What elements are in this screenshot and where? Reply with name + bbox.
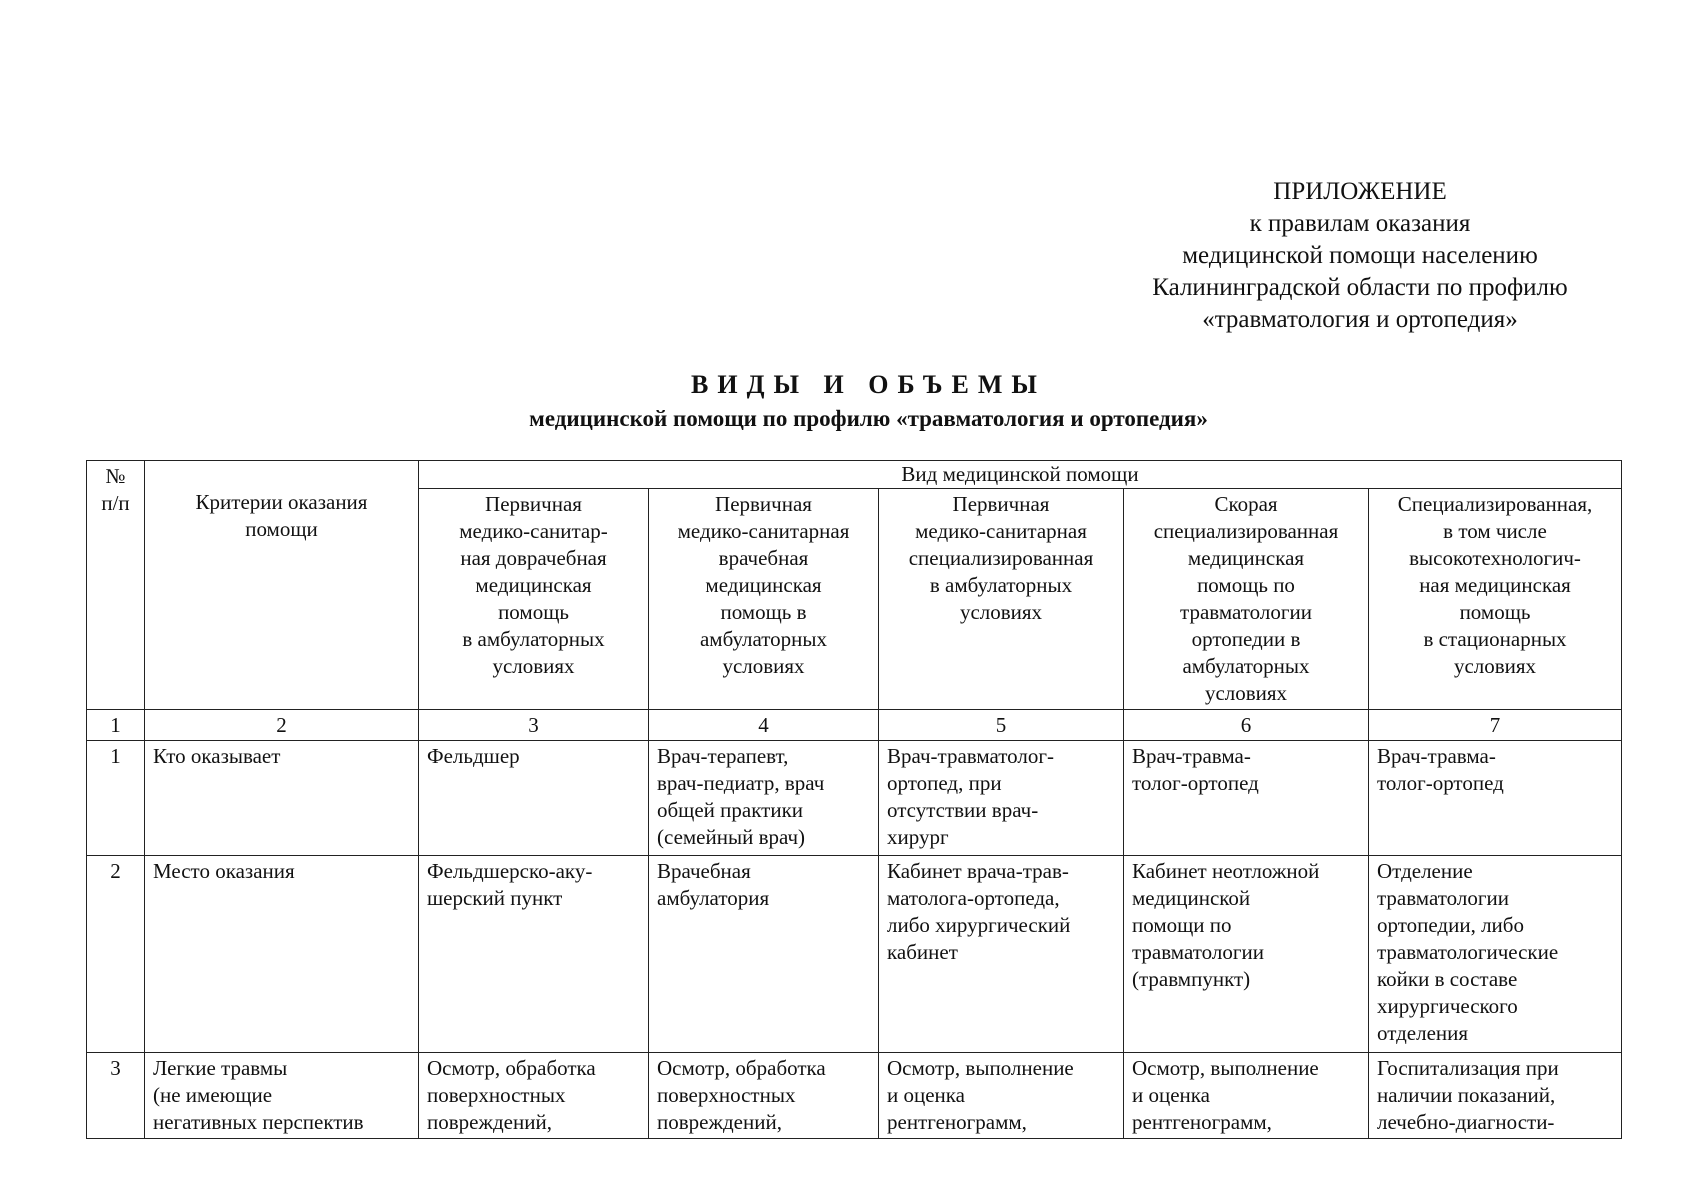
column-number-row bbox=[87, 710, 1622, 741]
appendix-line: ПРИЛОЖЕНИЕ bbox=[1273, 178, 1447, 205]
header-type: Первичная медико-санитар- ная доврачебная медицинская помощь в амбулаторных условиях bbox=[419, 489, 649, 710]
table-cell: Кабинет неотложной медицинской помощи по травматологии (травмпункт) bbox=[1124, 856, 1369, 1053]
document-heading bbox=[0, 368, 1697, 436]
header-type: Первичная медико-санитарная врачебная медицинская помощь в амбулаторных условиях bbox=[649, 489, 879, 710]
column-number: 6 bbox=[1124, 710, 1369, 741]
header-criteria: Критерии оказания помощи bbox=[145, 461, 419, 710]
column-number: 3 bbox=[419, 710, 649, 741]
header-type: Специализированная, в том числе высокотехнологич- ная медицинская помощь в стационарных условиях bbox=[1369, 489, 1622, 710]
document-subtitle: медицинской помощи по профилю «травматология и ортопедия» bbox=[529, 406, 1208, 431]
row-criterion: Место оказания bbox=[145, 856, 419, 1053]
table-cell: Осмотр, обработка поверхностных повреждений, bbox=[419, 1053, 649, 1139]
table-cell: Врач-травма- толог-ортопед bbox=[1369, 741, 1622, 856]
table-cell: Врач-травма- толог-ортопед bbox=[1124, 741, 1369, 856]
row-criterion: Легкие травмы (не имеющие негативных перспектив bbox=[145, 1053, 419, 1139]
appendix-block bbox=[1100, 176, 1620, 336]
header-type: Скорая специализированная медицинская помощь по травматологии ортопедии в амбулаторных условиях bbox=[1124, 489, 1369, 710]
table-cell: Отделение травматологии ортопедии, либо травматологические койки в составе хирургического отделения bbox=[1369, 856, 1622, 1053]
table-cell: Врачебная амбулатория bbox=[649, 856, 879, 1053]
column-number: 1 bbox=[87, 710, 145, 741]
appendix-line: Калининградской области по профилю bbox=[1152, 274, 1568, 301]
row-number: 1 bbox=[87, 741, 145, 856]
table-cell: Кабинет врача-трав- матолога-ортопеда, либо хирургический кабинет bbox=[879, 856, 1124, 1053]
table-cell: Осмотр, выполнение и оценка рентгенограмм, bbox=[879, 1053, 1124, 1139]
table-cell: Госпитализация при наличии показаний, лечебно-диагности- bbox=[1369, 1053, 1622, 1139]
table-cell: Врач-терапевт, врач-педиатр, врач общей практики (семейный врач) bbox=[649, 741, 879, 856]
header-care-group: Вид медицинской помощи bbox=[419, 461, 1622, 489]
table-cell: Осмотр, выполнение и оценка рентгенограмм, bbox=[1124, 1053, 1369, 1139]
care-types-table bbox=[86, 460, 1622, 1139]
column-number: 5 bbox=[879, 710, 1124, 741]
appendix-line: медицинской помощи населению bbox=[1182, 242, 1538, 269]
row-number: 3 bbox=[87, 1053, 145, 1139]
row-criterion: Кто оказывает bbox=[145, 741, 419, 856]
header-type: Первичная медико-санитарная специализированная в амбулаторных условиях bbox=[879, 489, 1124, 710]
table-cell: Фельдшерско-аку- шерский пункт bbox=[419, 856, 649, 1053]
document-title: ВИДЫ И ОБЪЕМЫ bbox=[691, 370, 1046, 399]
row-number: 2 bbox=[87, 856, 145, 1053]
appendix-line: «травматология и ортопедия» bbox=[1202, 306, 1518, 333]
table-row bbox=[87, 741, 1622, 856]
column-number: 4 bbox=[649, 710, 879, 741]
header-num: № п/п bbox=[87, 461, 145, 710]
column-number: 2 bbox=[145, 710, 419, 741]
table-row bbox=[87, 1053, 1622, 1139]
table-cell: Фельдшер bbox=[419, 741, 649, 856]
column-number: 7 bbox=[1369, 710, 1622, 741]
table-cell: Осмотр, обработка поверхностных повреждений, bbox=[649, 1053, 879, 1139]
appendix-line: к правилам оказания bbox=[1249, 210, 1471, 237]
header-row bbox=[87, 461, 1622, 489]
table-row bbox=[87, 856, 1622, 1053]
table-cell: Врач-травматолог- ортопед, при отсутствии врач- хирург bbox=[879, 741, 1124, 856]
